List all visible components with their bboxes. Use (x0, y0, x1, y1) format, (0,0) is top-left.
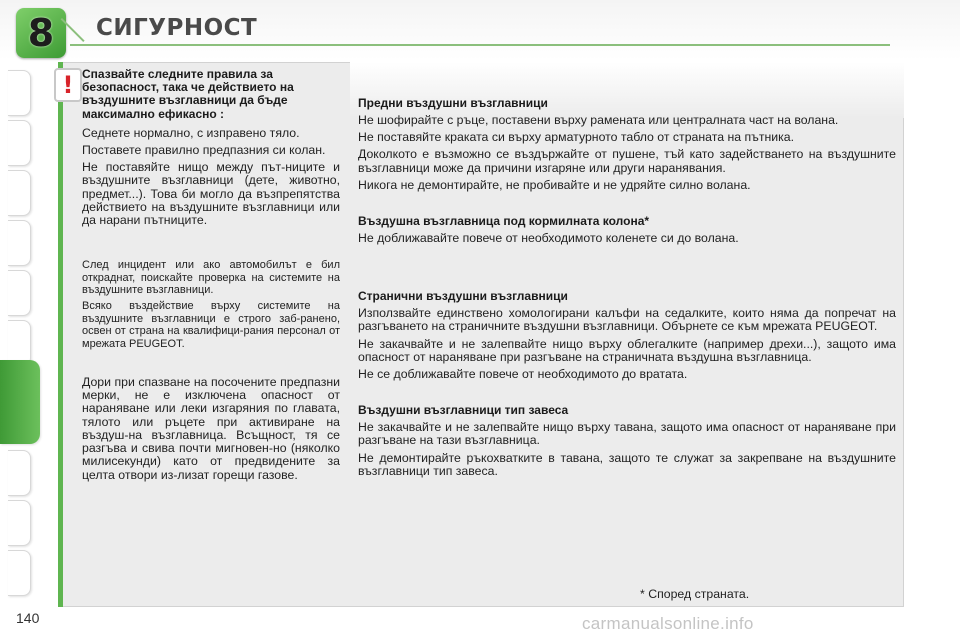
warning-icon (54, 68, 82, 102)
left-paragraph: Не поставяйте нищо между път-ниците и въздушните възглавници (дете, животно, предмет...). Това би могло да възпрепятства действието на въздушните възглавници или да нарани пътниците. (82, 160, 340, 228)
section-paragraph: Никога не демонтирайте, не пробивайте и не удряйте силно волана. (358, 177, 751, 192)
section-paragraph: Не закачвайте и не залепвайте нищо върху тавана, защото има опасност от нараняване при разгъване на тази възглавница. (358, 420, 896, 448)
side-tab-1[interactable] (8, 70, 31, 116)
chapter-badge (16, 8, 66, 58)
left-paragraph: Поставете правилно предпазния си колан. (82, 143, 326, 158)
left-small-paragraph: Всяко въздействие върху системите на въздушните възглавници е строго заб-ранено, освен от страна на квалифици-рания персонал от мрежата PEUGEOT. (82, 300, 340, 350)
left-column (82, 68, 340, 486)
section-heading-knee-airbag: Въздушна възглавница под кормилната колона* (358, 214, 650, 229)
side-tab-4[interactable] (8, 220, 31, 266)
section-heading-side-airbags: Странични въздушни възглавници (358, 289, 568, 304)
side-tab-8[interactable] (8, 450, 31, 496)
section-heading-front-airbags: Предни въздушни възглавници (358, 96, 548, 110)
side-tab-5[interactable] (8, 270, 31, 316)
section-paragraph: Не поставяйте краката си върху арматурното табло от страната на пътника. (358, 130, 795, 145)
side-tab-9[interactable] (8, 500, 31, 546)
footnote: * Според страната. (640, 587, 750, 601)
left-lead: Спазвайте следните правила за безопасност, така че действието на въздушните възглавници да бъде максимално ефикасно : (82, 67, 294, 121)
side-tab-2[interactable] (8, 120, 31, 166)
section-paragraph: Използвайте единствено хомологирани калъфи на седалките, които няма да попречат на разгъването на страничните въздушни възглавници. Обърнете се към мрежата PEUGEOT. (358, 306, 896, 334)
chapter-number: 8 (27, 11, 55, 55)
section-paragraph: Не се доближавайте повече от необходимото до вратата. (358, 367, 688, 382)
watermark: carmanualsonline.info (582, 614, 754, 633)
section-paragraph: Не доближавайте повече от необходимото коленете си до волана. (358, 231, 739, 246)
section-paragraph: Не шофирайте с ръце, поставени върху рамената или централната част на волана. (358, 113, 839, 127)
section-paragraph: Доколкото е възможно се въздържайте от пушене, тъй като задействането на въздушните възглавници може да причини изгаряне или други наранявания. (358, 147, 896, 175)
left-paragraph: Седнете нормално, с изправено тяло. (82, 125, 300, 140)
side-tab-active[interactable] (0, 360, 40, 444)
exclamation-icon: ! (62, 71, 74, 99)
header-divider (70, 44, 890, 46)
left-closing-paragraph: Дори при спазване на посочените предпазни мерки, не е изключена опасност от нараняване или леки изгаряния по главата, тялото или ръцете при активиране на въздуш-на възглавница. Всъщност, тя се разгъва и свива почти мигновен-но (няколко милисекунди) като от предвидените за целта отвори из-лизат горещи газове. (82, 375, 340, 482)
panel-accent-edge (58, 62, 63, 607)
left-small-paragraph: След инцидент или ако автомобилът е бил откраднат, поискайте проверка на системите на въздушните възглавници. (82, 259, 340, 297)
page-title: СИГУРНОСТ (96, 15, 258, 41)
section-paragraph: Не демонтирайте ръкохватките в тавана, защото те служат за закрепване на въздушните възглавници тип завеса. (358, 450, 896, 478)
right-column (358, 96, 896, 482)
side-tab-3[interactable] (8, 170, 31, 216)
section-paragraph: Не закачвайте и не залепвайте нищо върху облегалките (например дрехи...), защото има опасност от нараняване при разгъване на страничната въздушна възглавница. (358, 336, 896, 364)
section-heading-curtain-airbags: Въздушни възглавници тип завеса (358, 403, 569, 418)
page-number: 140 (16, 610, 40, 626)
side-tab-10[interactable] (8, 550, 31, 596)
